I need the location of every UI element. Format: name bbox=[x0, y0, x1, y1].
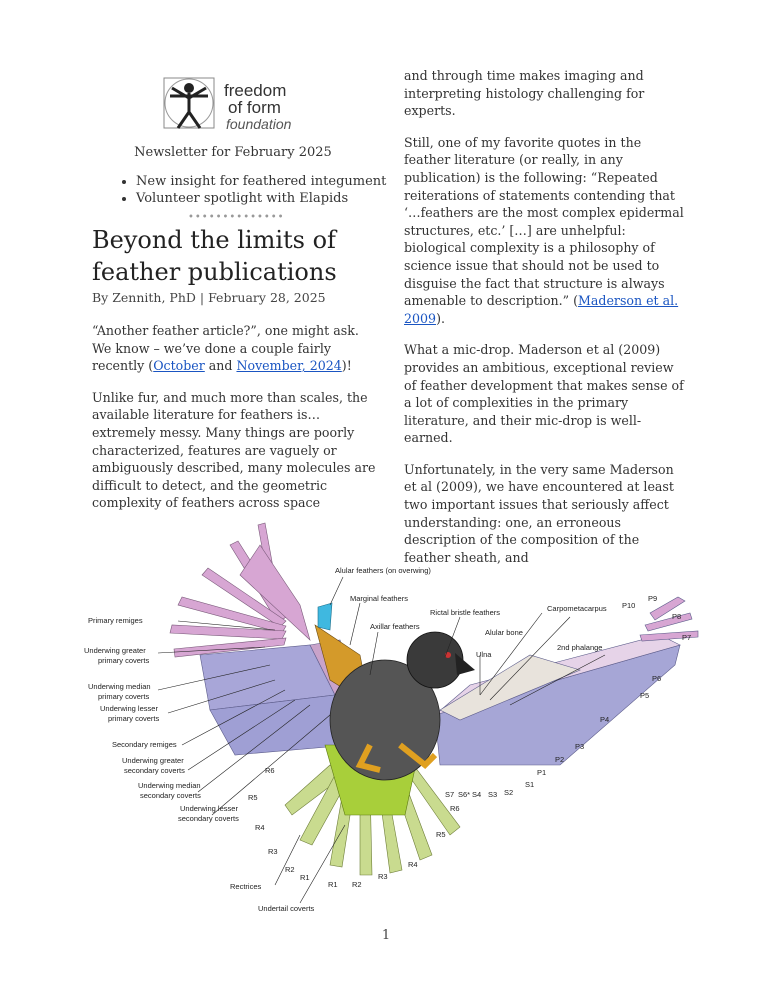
foundation-logo bbox=[160, 74, 310, 136]
paragraph: and through time makes imaging and interpreting histology challenging for experts. bbox=[404, 68, 645, 119]
label-p6: P6 bbox=[652, 674, 662, 683]
label-carpometacarpus: Carpometacarpus bbox=[547, 604, 607, 613]
label-rectrices: Rectrices bbox=[230, 882, 262, 891]
label-ul-primary: Underwing lesser bbox=[100, 704, 158, 713]
label-alular-overwing: Alular feathers (on overwing) bbox=[335, 566, 431, 575]
alular-feathers bbox=[318, 603, 332, 630]
left-wing-primaries bbox=[170, 523, 310, 657]
label-r4-right: R4 bbox=[408, 860, 418, 869]
logo-text-line1: freedom bbox=[224, 81, 287, 100]
page-number: 1 bbox=[381, 928, 391, 943]
bird-feather-diagram bbox=[60, 505, 730, 925]
label-s4: S4 bbox=[472, 790, 482, 799]
label-ug-secondary: Underwing greater bbox=[122, 756, 184, 765]
label-p1: P1 bbox=[537, 768, 547, 777]
logo-text-line2: of form bbox=[228, 98, 281, 117]
label-ul-secondary-2: secondary coverts bbox=[178, 814, 239, 823]
bird-illustration bbox=[60, 505, 730, 925]
label-r6-right: R6 bbox=[450, 804, 460, 813]
vitruvian-figure-icon bbox=[160, 74, 218, 132]
label-primary-remiges: Primary remiges bbox=[88, 616, 143, 625]
label-ul-primary-2: primary coverts bbox=[108, 714, 160, 723]
section-divider: •••••••••••••• bbox=[188, 212, 285, 223]
column-left bbox=[92, 322, 376, 526]
label-r3-right: R3 bbox=[378, 872, 388, 881]
title-line-1: Beyond the limits of bbox=[92, 226, 336, 254]
label-r3-left: R3 bbox=[268, 847, 278, 856]
list-item: • Volunteer spotlight with Elapids bbox=[136, 190, 386, 207]
label-r4-left: R4 bbox=[255, 823, 265, 832]
label-um-primary: Underwing median bbox=[88, 682, 151, 691]
label-r2-right: R2 bbox=[352, 880, 362, 889]
label-marginal: Marginal feathers bbox=[350, 594, 408, 603]
label-undertail: Undertail coverts bbox=[258, 904, 315, 913]
label-s7: S7 bbox=[445, 790, 455, 799]
logo-text-line3: foundation bbox=[226, 116, 292, 132]
label-p2: P2 bbox=[555, 755, 565, 764]
title-line-2: feather publications bbox=[92, 258, 337, 286]
label-p8: P8 bbox=[672, 612, 682, 621]
label-r6-left: R6 bbox=[265, 766, 275, 775]
label-rictal: Rictal bristle feathers bbox=[430, 608, 501, 617]
bird-beak bbox=[455, 653, 475, 675]
article-title bbox=[92, 224, 392, 288]
label-s1: S1 bbox=[525, 780, 535, 789]
label-s3: S3 bbox=[488, 790, 498, 799]
bird-head bbox=[407, 632, 463, 688]
column-right bbox=[404, 67, 688, 580]
paragraph: What a mic-drop. Maderson et al (2009) provides an ambitious, exceptional review of feather development that makes sense of a lot of complexities in the primary literature, and their mic-drop is well-earned. bbox=[404, 342, 684, 446]
byline: By Zennith, PhD | February 28, 2025 bbox=[92, 290, 326, 305]
label-ul-secondary: Underwing lesser bbox=[180, 804, 238, 813]
newsletter-title: Newsletter for February 2025 bbox=[134, 145, 332, 160]
paragraph: “Another feather article?”, one might ask. We know – we’ve done a couple fairly recently (October and November, 2024)! bbox=[92, 323, 359, 374]
label-r1-left: R1 bbox=[300, 873, 310, 882]
label-ug-primary-2: primary coverts bbox=[98, 656, 150, 665]
maderson-link[interactable]: Maderson et al. 2009 bbox=[404, 293, 679, 326]
november-link[interactable]: November, 2024 bbox=[236, 358, 342, 374]
label-p4: P4 bbox=[600, 715, 610, 724]
label-um-secondary: Underwing median bbox=[138, 781, 201, 790]
label-second-phalange: 2nd phalange bbox=[557, 643, 603, 652]
label-axillar: Axillar feathers bbox=[370, 622, 420, 631]
label-r5-left: R5 bbox=[248, 793, 258, 802]
label-p9: P9 bbox=[648, 594, 658, 603]
october-link[interactable]: October bbox=[153, 358, 205, 374]
label-r5-right: R5 bbox=[436, 830, 446, 839]
label-alular-bone: Alular bone bbox=[485, 628, 523, 637]
paragraph: Still, one of my favorite quotes in the feather literature (or really, in any publication) is the following: “Repeated reiterations of statements contending that ‘…feathers are the most complex epidermal structures, etc.’ […] are unhelpful: biological complexity is a philosophy of science issue that should not be used to disguise the fact that structure is always amenable to description.” (Maderson et al. 2009). bbox=[404, 134, 684, 326]
label-p3: P3 bbox=[575, 742, 585, 751]
list-item: • New insight for feathered integument bbox=[136, 173, 386, 190]
label-r2-left: R2 bbox=[285, 865, 295, 874]
highlights-list bbox=[112, 173, 386, 207]
paragraph: Unfortunately, in the very same Maderson et al (2009), we have encountered at least two important issues that seriously affect understanding: one, an erroneous description of the composition of the feather sheath, and bbox=[404, 461, 674, 565]
label-p7: P7 bbox=[682, 633, 692, 642]
label-r1-right: R1 bbox=[328, 880, 338, 889]
label-s2: S2 bbox=[504, 788, 514, 797]
label-ug-primary: Underwing greater bbox=[84, 646, 146, 655]
label-ulna: Ulna bbox=[476, 650, 492, 659]
label-ug-secondary-2: secondary coverts bbox=[124, 766, 185, 775]
label-p10: P10 bbox=[622, 601, 636, 610]
paragraph: Unlike fur, and much more than scales, the available literature for feathers is…extremely messy. Many things are poorly characterized, features are vaguely or ambiguously described, many molecules are difficult to detect, and the geometric complexity of feathers across space bbox=[92, 389, 376, 511]
label-um-primary-2: primary coverts bbox=[98, 692, 150, 701]
label-secondary-remiges: Secondary remiges bbox=[112, 740, 177, 749]
label-s6: S6* bbox=[458, 790, 471, 799]
label-um-secondary-2: secondary coverts bbox=[140, 791, 201, 800]
label-p5: P5 bbox=[640, 691, 650, 700]
